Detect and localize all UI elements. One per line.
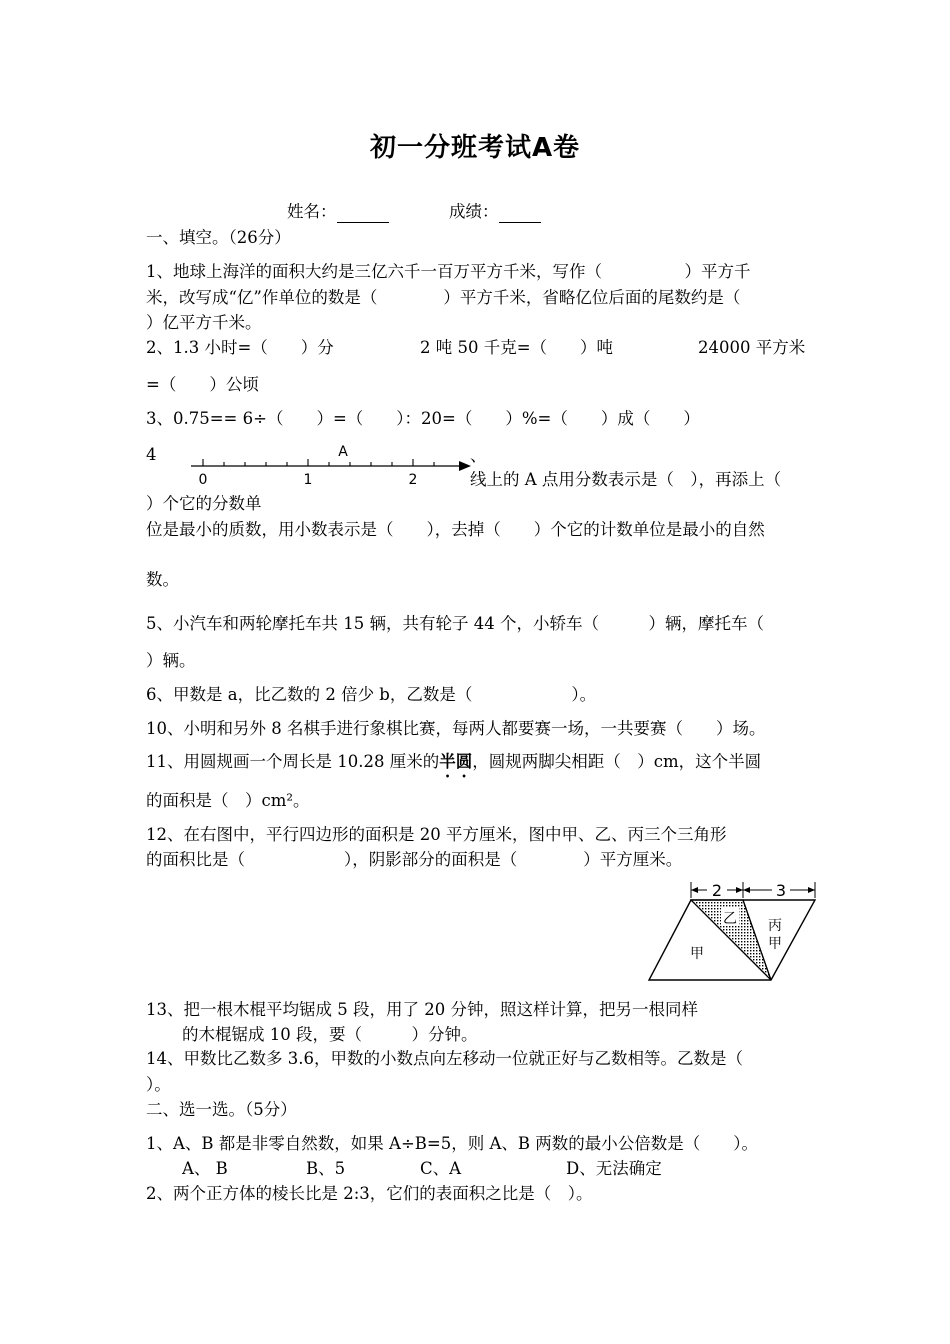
q11-emphasis: 半圆 (439, 752, 473, 771)
student-info (287, 202, 541, 223)
q13-line1: 13、把一根木棍平均锯成 5 段，用了 20 分钟，照这样计算，把另一根同样 (146, 1000, 698, 1019)
q4-line4: 数。 (146, 570, 179, 589)
s2-q1-option-d[interactable]: D、无法确定 (566, 1159, 662, 1178)
q14-line2: ）。 (146, 1075, 171, 1094)
q11-text-a: 11、用圆规画一个周长是 10.28 厘米的 (146, 752, 440, 771)
number-line-label-2: 2 (408, 472, 418, 486)
name-blank[interactable] (337, 202, 389, 223)
number-line-point-a: A (338, 444, 348, 460)
number-line-ticks (203, 459, 434, 466)
s2-q1-option-c[interactable]: C、A (420, 1159, 462, 1178)
q5-line1: 5、小汽车和两轮摩托车共 15 辆，共有轮子 44 个，小轿车（ ）辆，摩托车（ (146, 614, 764, 633)
dim-label-3: 3 (775, 881, 787, 900)
q4-number: 4 (146, 445, 157, 464)
label-bing: 丙 (768, 918, 782, 934)
q3-line: 3、0.75== 6÷（ ）=（ ）：20=（ ）%=（ ）成（ ） (146, 409, 700, 428)
score-blank[interactable] (499, 202, 541, 223)
s2-q2-line: 2、两个正方体的棱长比是 2:3，它们的表面积之比是（ ）。 (146, 1184, 593, 1203)
label-yi: 乙 (723, 911, 737, 927)
exam-title: 初一分班考试A卷 (369, 133, 581, 163)
q14-line1: 14、甲数比乙数多 3.6，甲数的小数点向左移动一位就正好与乙数相等。乙数是（ (146, 1049, 743, 1068)
q10-line: 10、小明和另外 8 名棋手进行象棋比赛，每两人都要赛一场，一共要赛（ ）场。 (146, 719, 766, 738)
q2-part-d: =（ ）公顷 (146, 375, 259, 394)
section2-heading: 二、选一选。（5分） (146, 1100, 297, 1119)
q4-line3: 位是最小的质数，用小数表示是（ ），去掉（ ）个它的计数单位是最小的自然 (146, 520, 765, 539)
section1-heading: 一、填空。（26分） (146, 228, 291, 247)
q1-line1: 1、地球上海洋的面积大约是三亿六千一百万平方千米，写作（ ）平方千 (146, 262, 751, 281)
q12-line2: 的面积比是（ ），阴影部分的面积是（ ）平方厘米。 (146, 850, 683, 869)
q2-part-c: 24000 平方米 (698, 338, 806, 357)
dim-label-2: 2 (711, 881, 723, 900)
label-jia-big: 甲 (690, 946, 704, 962)
s2-q1-option-b[interactable]: B、5 (306, 1159, 346, 1178)
q1-line3: ）亿平方千米。 (146, 313, 262, 332)
s2-q1-option-a[interactable]: A、 B (182, 1159, 228, 1178)
q11-text-b: ，圆规两脚尖相距（ ）cm，这个半圆 (472, 752, 762, 771)
number-line-label-1: 1 (303, 472, 313, 486)
parallelogram-figure (645, 878, 825, 986)
q4-comma: 、 (470, 446, 487, 465)
q2-part-a: 2、1.3 小时=（ ）分 (146, 338, 334, 357)
q11-line2: 的面积是（ ）cm²。 (146, 791, 310, 810)
score-label: 成绩： (449, 202, 499, 221)
name-label: 姓名： (287, 202, 337, 221)
s2-q1-stem: 1、A、B 都是非零自然数，如果 A÷B=5，则 A、B 两数的最小公倍数是（ ）。 (146, 1134, 758, 1153)
label-jia-small: 甲 (768, 936, 782, 952)
q11-line1 (146, 752, 761, 781)
q4-line1: 线上的 A 点用分数表示是（ ），再添上（ (470, 470, 782, 489)
q2-part-b: 2 吨 50 千克=（ ）吨 (420, 338, 614, 357)
q1-line2: 米，改写成“亿”作单位的数是（ ）平方千米，省略亿位后面的尾数约是（ (146, 288, 741, 307)
number-line (185, 440, 475, 486)
q12-line1: 12、在右图中，平行四边形的面积是 20 平方厘米，图中甲、乙、丙三个三角形 (146, 825, 727, 844)
q4-line2: ）个它的分数单 (146, 494, 262, 513)
number-line-label-0: 0 (198, 472, 208, 486)
q13-line2: 的木棍锯成 10 段，要（ ）分钟。 (182, 1025, 478, 1044)
q5-line2: ）辆。 (146, 651, 196, 670)
q6-line: 6、甲数是 a，比乙数的 2 倍少 b，乙数是（ ）。 (146, 685, 597, 704)
